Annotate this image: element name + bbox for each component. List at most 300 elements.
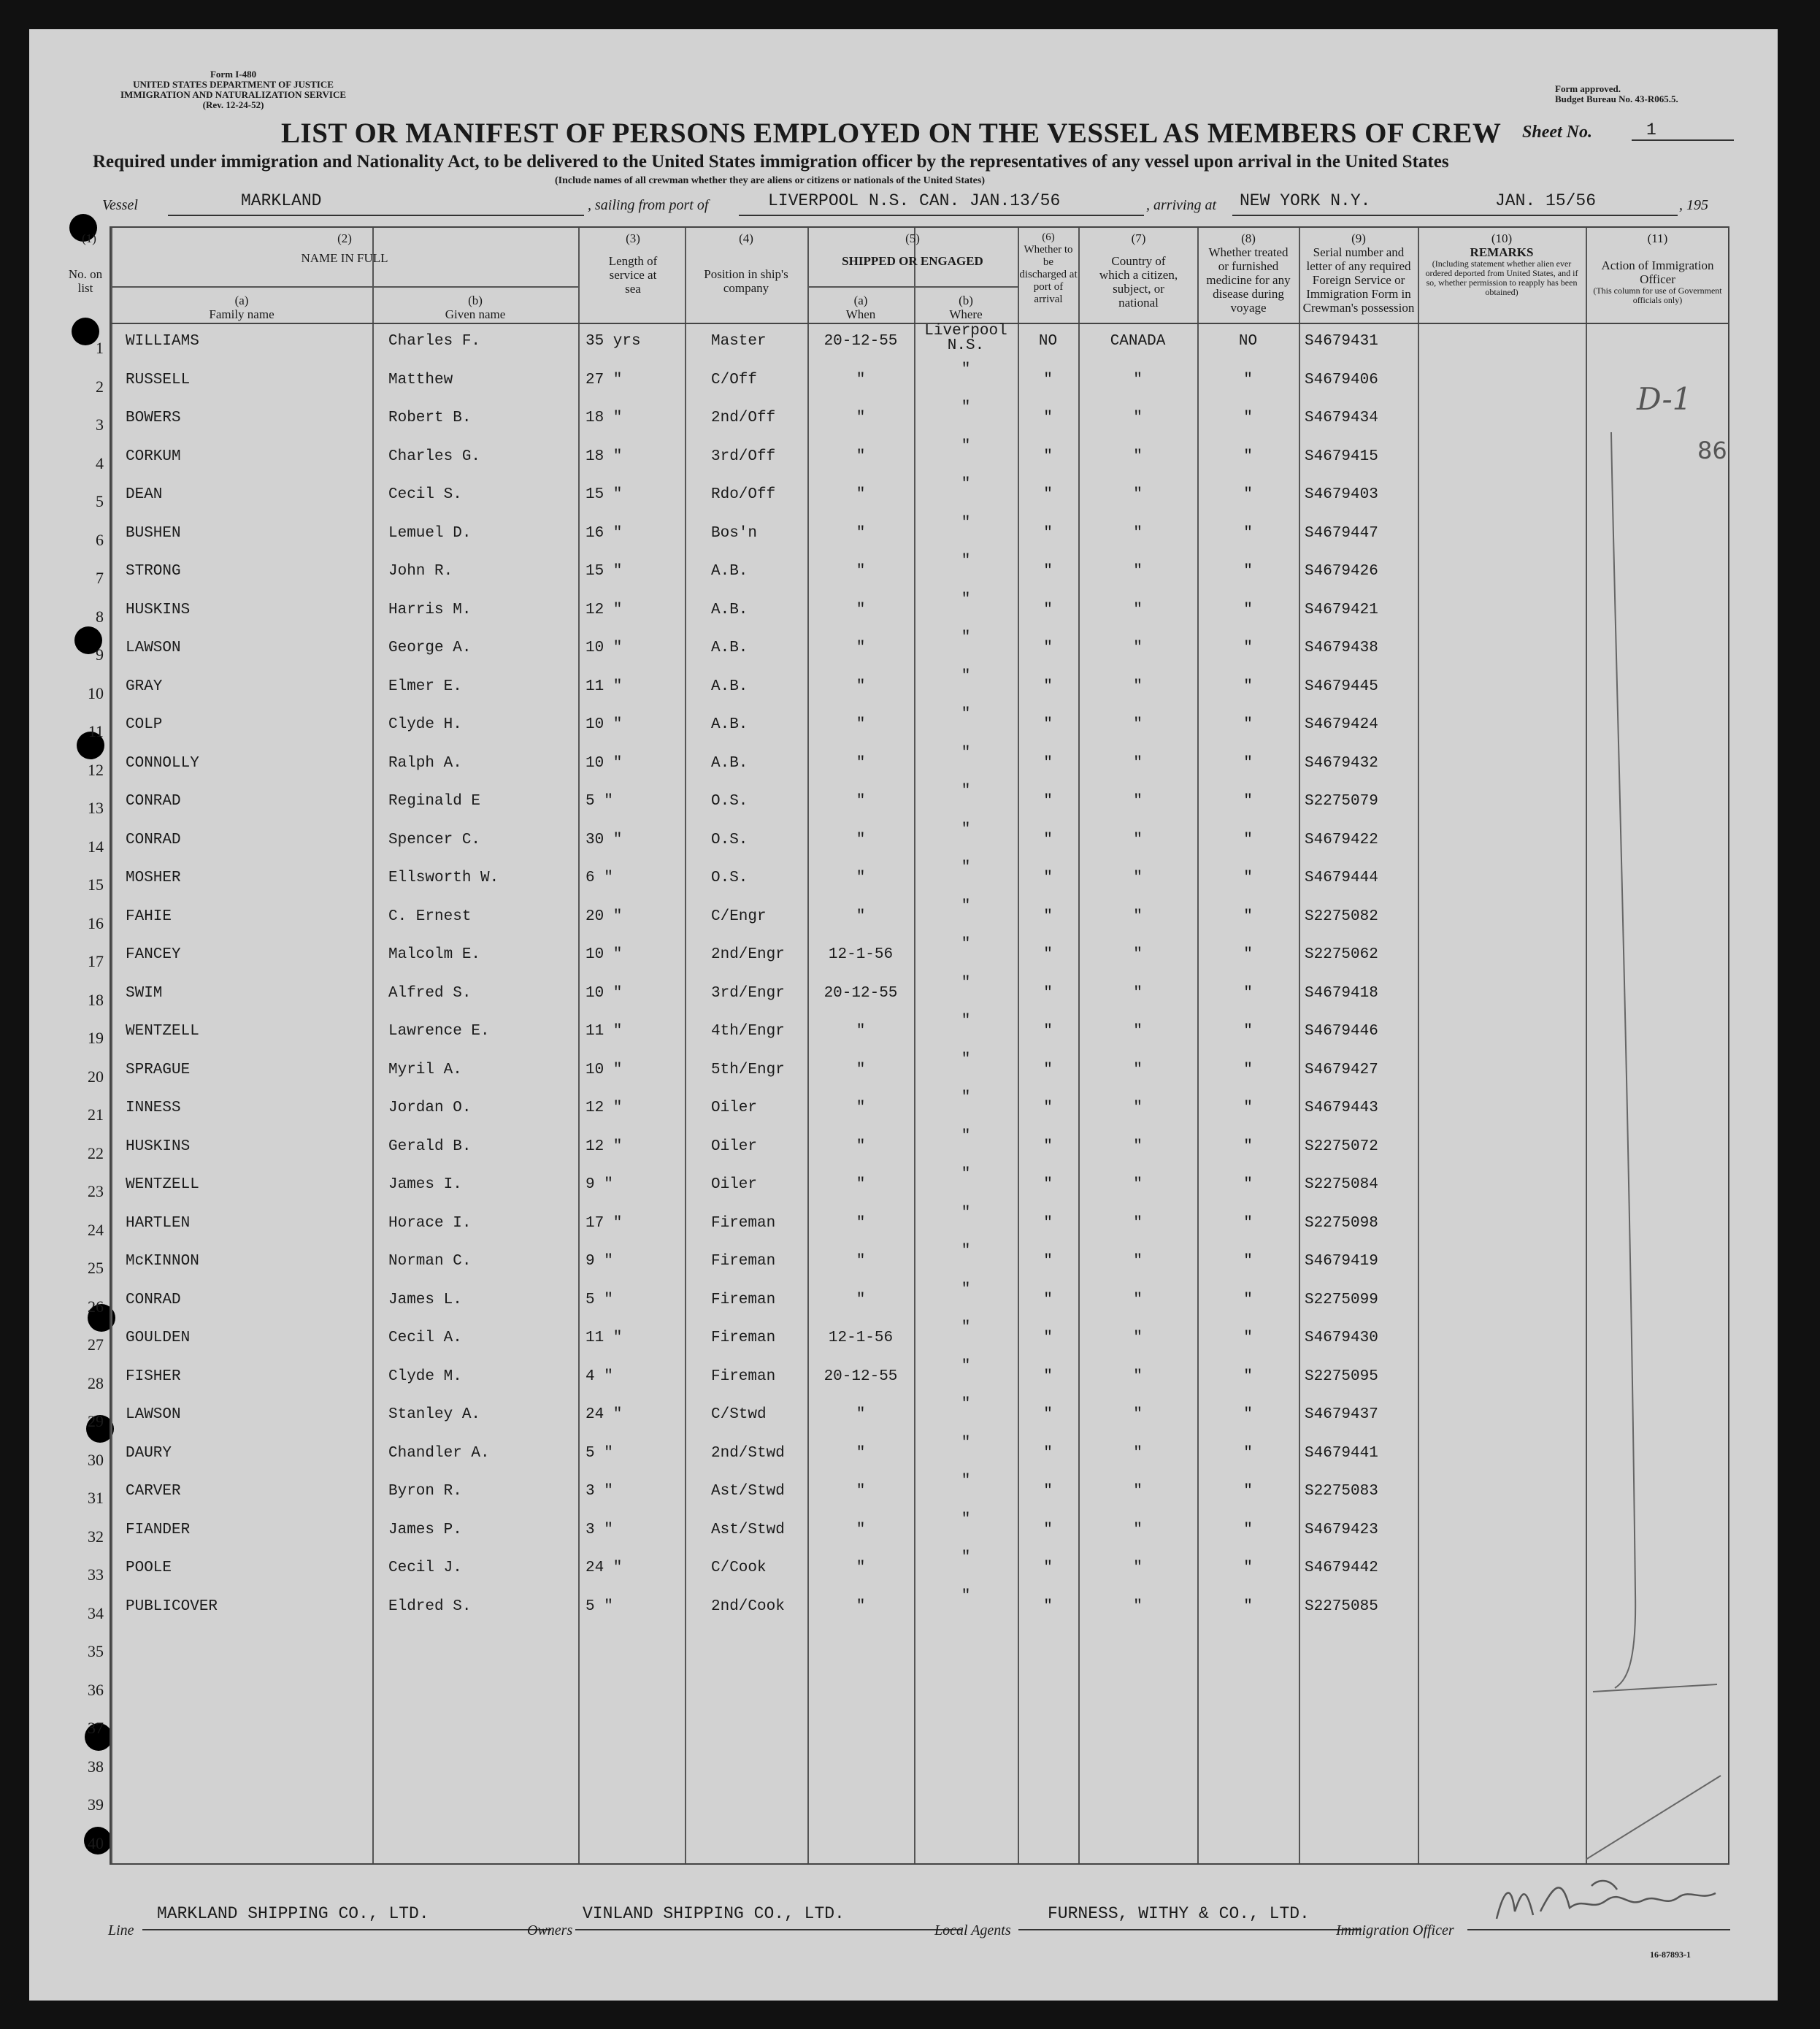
shipped-where-cell: ": [961, 553, 971, 569]
discharged-cell: ": [1043, 870, 1053, 886]
shipped-where-cell: ": [961, 897, 971, 915]
country-cell: ": [1133, 793, 1143, 810]
country-cell: ": [1133, 1368, 1143, 1385]
treated-cell: ": [1243, 831, 1253, 848]
treated-cell: ": [1243, 870, 1253, 886]
shipped-where-cell: ": [961, 514, 971, 532]
shipped-when-cell: 20-12-55: [823, 333, 898, 350]
agents-label: Local Agents: [934, 1922, 1011, 1938]
table-row: [88, 1549, 1728, 1588]
treated-cell: ": [1243, 601, 1253, 618]
position-cell: A.B.: [711, 716, 748, 733]
discharged-cell: ": [1043, 1521, 1053, 1538]
position-cell: C/Stwd: [711, 1406, 767, 1423]
discharged-cell: ": [1043, 1138, 1053, 1155]
discharged-cell: ": [1043, 1444, 1053, 1462]
family-name-cell: CONRAD: [126, 793, 181, 810]
revision-date: (Rev. 12-24-52): [202, 99, 264, 110]
given-name-cell: James P.: [388, 1521, 462, 1538]
shipped-where-cell: ": [961, 706, 971, 723]
position-cell: A.B.: [711, 640, 748, 656]
serial-cell: S4679406: [1305, 371, 1378, 388]
service-cell: 11 ": [585, 1023, 623, 1040]
discharged-cell: ": [1043, 1061, 1053, 1078]
given-name-cell: Robert B.: [388, 410, 472, 426]
col-treated-header: (8) Whether treated or furnished medicine for any disease during voyage: [1206, 231, 1291, 315]
discharged-cell: ": [1043, 448, 1053, 465]
shipped-when-cell: 12-1-56: [828, 946, 894, 963]
shipped-when-cell: ": [856, 678, 866, 695]
service-cell: 20 ": [585, 908, 623, 925]
treated-cell: ": [1243, 371, 1253, 388]
agents-company: FURNESS, WITHY & CO., LTD.: [1018, 1904, 1362, 1930]
service-cell: 17 ": [585, 1214, 623, 1232]
form-header-left: [120, 69, 346, 110]
country-cell: ": [1133, 870, 1143, 886]
family-name-cell: CONRAD: [126, 831, 181, 848]
given-name-cell: Cecil J.: [388, 1560, 462, 1576]
serial-cell: S4679422: [1305, 831, 1378, 848]
row-number: 17: [88, 952, 104, 970]
service-name: IMMIGRATION AND NATURALIZATION SERVICE: [120, 89, 347, 100]
position-cell: O.S.: [711, 831, 748, 848]
table-row: [88, 744, 1728, 783]
country-cell: ": [1133, 678, 1143, 695]
serial-cell: S4679421: [1305, 601, 1378, 618]
family-name-cell: WENTZELL: [126, 1176, 199, 1193]
given-name-cell: Clyde M.: [388, 1368, 462, 1385]
shipped-when-cell: ": [856, 524, 866, 542]
family-name-cell: DEAN: [126, 486, 163, 503]
row-number: 38: [88, 1757, 104, 1776]
treated-cell: ": [1243, 563, 1253, 580]
family-name-cell: HUSKINS: [126, 1138, 191, 1155]
discharged-cell: ": [1043, 908, 1053, 925]
row-number: 5: [96, 492, 104, 510]
treated-cell: ": [1243, 448, 1253, 465]
line-label: Line: [108, 1922, 134, 1938]
shipped-where-cell: ": [961, 1243, 971, 1259]
page-title: LIST OR MANIFEST OF PERSONS EMPLOYED ON THE VESSEL AS MEMBERS OF CREW: [281, 118, 1502, 149]
discharged-cell: ": [1043, 793, 1053, 810]
given-name-cell: Myril A.: [388, 1061, 462, 1078]
service-cell: 5 ": [585, 1444, 613, 1462]
service-cell: 10 ": [585, 640, 623, 656]
treated-cell: ": [1243, 1138, 1253, 1155]
shipped-when-cell: ": [856, 1560, 866, 1576]
service-cell: 24 ": [585, 1406, 623, 1423]
table-row: [96, 591, 1728, 630]
shipped-where-cell: ": [961, 437, 971, 455]
service-cell: 10 ": [585, 984, 623, 1002]
given-name-cell: Lemuel D.: [388, 524, 472, 542]
family-name-cell: CONRAD: [126, 1291, 181, 1308]
table-row: [88, 1587, 1728, 1627]
table-row: [88, 1434, 1728, 1473]
col-serial-header: (9) Serial number and letter of any required Foreign Service or Immigration Form in Crewman's possession: [1302, 231, 1415, 315]
discharged-cell: ": [1043, 1023, 1053, 1040]
country-cell: ": [1133, 1214, 1143, 1232]
row-number: 19: [88, 1029, 104, 1047]
treated-cell: ": [1243, 1521, 1253, 1538]
given-name-cell: Chandler A.: [388, 1444, 490, 1462]
serial-cell: S2275079: [1305, 793, 1378, 810]
shipped-where-cell: ": [961, 1434, 971, 1451]
shipped-when-cell: ": [856, 1100, 866, 1116]
table-row: [88, 1013, 1728, 1051]
table-row: [88, 783, 1728, 821]
shipped-when-cell: ": [856, 1597, 866, 1615]
shipped-when-cell: ": [856, 793, 866, 810]
table-row: [96, 437, 1728, 477]
col-position-header: (4) Position in ship's company: [704, 231, 788, 295]
col-when-header: (a) When: [845, 294, 876, 321]
country-cell: ": [1133, 410, 1143, 426]
treated-cell: ": [1243, 640, 1253, 656]
shipped-when-cell: ": [856, 371, 866, 388]
shipped-where-cell: ": [961, 1089, 971, 1106]
shipped-when-cell: ": [856, 754, 866, 772]
family-name-cell: CARVER: [126, 1483, 181, 1500]
country-cell: ": [1133, 1560, 1143, 1576]
sheet-number: 1: [1632, 120, 1734, 141]
serial-cell: S4679446: [1305, 1023, 1378, 1040]
service-cell: 11 ": [585, 1330, 623, 1346]
treated-cell: ": [1243, 1444, 1253, 1462]
table-row: [88, 974, 1728, 1013]
treated-cell: NO: [1238, 333, 1258, 350]
shipped-when-cell: ": [856, 1138, 866, 1155]
serial-cell: S4679427: [1305, 1061, 1378, 1078]
family-name-cell: INNESS: [126, 1100, 181, 1116]
form-number: Form I-480: [210, 69, 257, 80]
discharged-cell: ": [1043, 1597, 1053, 1615]
table-row: [88, 821, 1728, 860]
shipped-where-cell: ": [961, 1396, 971, 1413]
shipped-where-cell: ": [961, 667, 971, 685]
service-cell: 15 ": [585, 486, 623, 503]
treated-cell: ": [1243, 793, 1253, 810]
serial-cell: S2275082: [1305, 908, 1378, 925]
row-number: 39: [88, 1795, 104, 1814]
position-cell: 2nd/Engr: [711, 946, 785, 963]
serial-cell: S4679431: [1305, 333, 1378, 350]
row-number: 15: [88, 875, 104, 894]
discharged-cell: ": [1043, 524, 1053, 542]
treated-cell: ": [1243, 524, 1253, 542]
position-cell: 5th/Engr: [711, 1061, 785, 1078]
row-number: 30: [88, 1450, 104, 1469]
table-row: [96, 361, 1728, 400]
table-row: [88, 1473, 1728, 1511]
position-cell: A.B.: [711, 563, 748, 580]
country-cell: ": [1133, 1483, 1143, 1500]
given-name-cell: James I.: [388, 1176, 462, 1193]
country-cell: ": [1133, 831, 1143, 848]
shipped-where-cell: ": [961, 1281, 971, 1298]
officer-signature: [1482, 1875, 1723, 1926]
col-number-header: (1) No. on list: [68, 231, 103, 295]
col-shipped-header: (5) SHIPPED OR ENGAGED: [842, 231, 983, 268]
row-number: 23: [88, 1182, 104, 1200]
shipped-when-cell: ": [856, 870, 866, 886]
country-cell: ": [1133, 716, 1143, 733]
treated-cell: ": [1243, 486, 1253, 503]
table-row: [88, 1396, 1728, 1435]
row-number: 22: [88, 1143, 104, 1162]
discharged-cell: ": [1043, 601, 1053, 618]
sailing-label: , sailing from port of: [588, 197, 709, 213]
discharged-cell: ": [1043, 831, 1053, 848]
row-number: 32: [88, 1527, 104, 1546]
country-cell: ": [1133, 563, 1143, 580]
serial-cell: S4679432: [1305, 754, 1378, 772]
shipped-when-cell: 20-12-55: [823, 1368, 898, 1385]
discharged-cell: NO: [1038, 333, 1058, 350]
given-name-cell: Ralph A.: [388, 754, 462, 772]
treated-cell: ": [1243, 410, 1253, 426]
given-name-cell: Norman C.: [388, 1253, 472, 1270]
given-name-cell: Elmer E.: [388, 678, 462, 695]
position-cell: Master: [711, 333, 767, 350]
given-name-cell: George A.: [388, 640, 472, 656]
shipped-when-cell: ": [856, 1406, 866, 1423]
discharged-cell: ": [1043, 371, 1053, 388]
table-row: [88, 1779, 1728, 1818]
country-cell: ": [1133, 908, 1143, 925]
discharged-cell: ": [1043, 1100, 1053, 1116]
position-cell: C/Engr: [711, 908, 767, 925]
country-cell: ": [1133, 601, 1143, 618]
family-name-cell: LAWSON: [126, 1406, 181, 1423]
given-name-cell: Matthew: [388, 371, 453, 388]
shipped-when-cell: ": [856, 1521, 866, 1538]
row-number: 33: [88, 1565, 104, 1584]
family-name-cell: BOWERS: [126, 410, 181, 426]
col-name-header: (2) NAME IN FULL: [301, 231, 388, 265]
given-name-cell: Jordan O.: [388, 1100, 472, 1116]
treated-cell: ": [1243, 1100, 1253, 1116]
given-name-cell: Malcolm E.: [388, 946, 481, 963]
discharged-cell: ": [1043, 1330, 1053, 1346]
row-number: 8: [96, 607, 104, 626]
treated-cell: ": [1243, 716, 1253, 733]
shipped-where-cell: ": [961, 1204, 971, 1221]
given-name-cell: Clyde H.: [388, 716, 462, 733]
col-discharged-header: (6) Whether to be discharged at port of arrival: [1019, 231, 1078, 305]
col-remarks-header: (10) REMARKS (Including statement whether alien ever ordered deported from United States, and if so, whether permission to reapply has been obtained): [1425, 231, 1578, 297]
col-service-header: (3) Length of service at sea: [608, 231, 658, 296]
shipped-when-cell: ": [856, 1291, 866, 1308]
table-row: [96, 629, 1728, 668]
country-cell: ": [1133, 1023, 1143, 1040]
discharged-cell: ": [1043, 1406, 1053, 1423]
row-number: 25: [88, 1259, 104, 1277]
family-name-cell: GOULDEN: [126, 1330, 191, 1346]
discharged-cell: ": [1043, 486, 1053, 503]
discharged-cell: ": [1043, 678, 1053, 695]
country-cell: ": [1133, 524, 1143, 542]
row-number: 31: [88, 1489, 104, 1507]
serial-cell: S4679418: [1305, 984, 1378, 1002]
given-name-cell: Stanley A.: [388, 1406, 481, 1423]
shipped-when-cell: 20-12-55: [823, 984, 898, 1002]
family-name-cell: WILLIAMS: [126, 333, 199, 350]
serial-cell: S4679444: [1305, 870, 1378, 886]
vessel-label: Vessel: [102, 197, 138, 213]
row-number: 1: [96, 339, 104, 357]
shipped-where-cell: Liverpool N.S.: [924, 323, 1007, 354]
shipped-where-cell: ": [961, 1511, 971, 1528]
serial-cell: S2275099: [1305, 1291, 1378, 1308]
shipped-where-cell: ": [961, 1587, 971, 1605]
family-name-cell: DAURY: [126, 1444, 172, 1462]
row-number: 11: [88, 722, 104, 740]
position-cell: Rdo/Off: [711, 486, 776, 503]
shipped-where-cell: ": [961, 1357, 971, 1375]
discharged-cell: ": [1043, 1368, 1053, 1385]
service-cell: 27 ": [585, 371, 623, 388]
family-name-cell: GRAY: [126, 678, 163, 695]
row-number: 16: [88, 913, 104, 932]
table-row: [88, 667, 1728, 707]
row-number: 29: [88, 1412, 104, 1430]
given-name-cell: Gerald B.: [388, 1138, 472, 1155]
table-row: [88, 1818, 1728, 1857]
service-cell: 5 ": [585, 793, 613, 810]
treated-cell: ": [1243, 1368, 1253, 1385]
position-cell: A.B.: [711, 601, 748, 618]
table-row: [96, 323, 1728, 361]
discharged-cell: ": [1043, 946, 1053, 963]
given-name-cell: Ellsworth W.: [388, 870, 499, 886]
country-cell: ": [1133, 1138, 1143, 1155]
shipped-where-cell: ": [961, 783, 971, 799]
serial-cell: S4679447: [1305, 524, 1378, 542]
discharged-cell: ": [1043, 563, 1053, 580]
treated-cell: ": [1243, 1023, 1253, 1040]
given-name-cell: Eldred S.: [388, 1597, 472, 1615]
treated-cell: ": [1243, 1214, 1253, 1232]
discharged-cell: ": [1043, 1291, 1053, 1308]
table-row: [88, 1281, 1728, 1320]
country-cell: ": [1133, 984, 1143, 1002]
table-row: [88, 1089, 1728, 1128]
serial-cell: S2275072: [1305, 1138, 1378, 1155]
table-row: [88, 1243, 1728, 1281]
officer-signature-line: [1467, 1904, 1730, 1930]
service-cell: 12 ": [585, 601, 623, 618]
country-cell: ": [1133, 1061, 1143, 1078]
shipped-when-cell: ": [856, 1061, 866, 1078]
treated-cell: ": [1243, 1406, 1253, 1423]
country-cell: ": [1133, 754, 1143, 772]
position-cell: 3rd/Engr: [711, 984, 785, 1002]
position-cell: 2nd/Stwd: [711, 1444, 785, 1462]
position-cell: Fireman: [711, 1253, 776, 1270]
position-cell: Fireman: [711, 1291, 776, 1308]
col-where-header: (b) Where: [949, 294, 983, 321]
given-name-cell: Alfred S.: [388, 984, 472, 1002]
given-name-cell: John R.: [388, 563, 453, 580]
row-number: 20: [88, 1067, 104, 1086]
col-given-name-header: (b) Given name: [445, 294, 506, 321]
family-name-cell: WENTZELL: [126, 1023, 199, 1040]
shipped-when-cell: ": [856, 716, 866, 733]
family-name-cell: HUSKINS: [126, 601, 191, 618]
discharged-cell: ": [1043, 1253, 1053, 1270]
shipped-where-cell: ": [961, 1051, 971, 1068]
family-name-cell: COLP: [126, 716, 163, 733]
service-cell: 30 ": [585, 831, 623, 848]
treated-cell: ": [1243, 1560, 1253, 1576]
margin-note: 86: [1697, 437, 1727, 464]
position-cell: 2nd/Cook: [711, 1597, 785, 1615]
country-cell: ": [1133, 448, 1143, 465]
family-name-cell: FAHIE: [126, 908, 172, 925]
given-name-cell: Spencer C.: [388, 831, 481, 848]
service-cell: 35 yrs: [585, 333, 641, 350]
position-cell: Oiler: [711, 1100, 758, 1116]
serial-cell: S4679415: [1305, 448, 1378, 465]
table-row: [96, 399, 1728, 438]
country-cell: ": [1133, 640, 1143, 656]
shipped-when-cell: 12-1-56: [828, 1330, 894, 1346]
serial-cell: S2275062: [1305, 946, 1378, 963]
service-cell: 10 ": [585, 1061, 623, 1078]
serial-cell: S4679423: [1305, 1521, 1378, 1538]
serial-cell: S2275084: [1305, 1176, 1378, 1193]
serial-cell: S4679445: [1305, 678, 1378, 695]
position-cell: Fireman: [711, 1330, 776, 1346]
treated-cell: ": [1243, 1176, 1253, 1193]
shipped-where-cell: ": [961, 1166, 971, 1183]
shipped-where-cell: ": [961, 859, 971, 876]
serial-cell: S2275085: [1305, 1597, 1378, 1615]
family-name-cell: BUSHEN: [126, 524, 181, 542]
row-number: 7: [96, 569, 104, 587]
country-cell: ": [1133, 1253, 1143, 1270]
shipped-where-cell: ": [961, 1549, 971, 1566]
shipped-when-cell: ": [856, 908, 866, 925]
shipped-where-cell: ": [961, 1473, 971, 1489]
serial-cell: S4679426: [1305, 563, 1378, 580]
subtitle: Required under immigration and Nationality Act, to be delivered to the United States immigration officer by the representatives of any vessel upon arrival in the United States: [93, 152, 1449, 172]
family-name-cell: MOSHER: [126, 870, 181, 886]
family-name-cell: McKINNON: [126, 1253, 199, 1270]
family-name-cell: STRONG: [126, 563, 181, 580]
discharged-cell: ": [1043, 716, 1053, 733]
table-row: [88, 1319, 1728, 1358]
shipped-where-cell: ": [961, 1013, 971, 1029]
discharged-cell: ": [1043, 984, 1053, 1002]
discharged-cell: ": [1043, 640, 1053, 656]
service-cell: 9 ": [585, 1253, 613, 1270]
position-cell: Fireman: [711, 1214, 776, 1232]
family-name-cell: FANCEY: [126, 946, 181, 963]
row-number: 2: [96, 377, 104, 396]
given-name-cell: Lawrence E.: [388, 1023, 490, 1040]
service-cell: 10 ": [585, 946, 623, 963]
table-row: [88, 1357, 1728, 1397]
country-cell: CANADA: [1110, 333, 1166, 350]
table-row: [88, 859, 1728, 898]
manifest-sheet: [29, 29, 1778, 2001]
shipped-when-cell: ": [856, 448, 866, 465]
table-row: [88, 897, 1728, 937]
row-number: 4: [96, 453, 104, 472]
shipped-where-cell: ": [961, 1127, 971, 1145]
